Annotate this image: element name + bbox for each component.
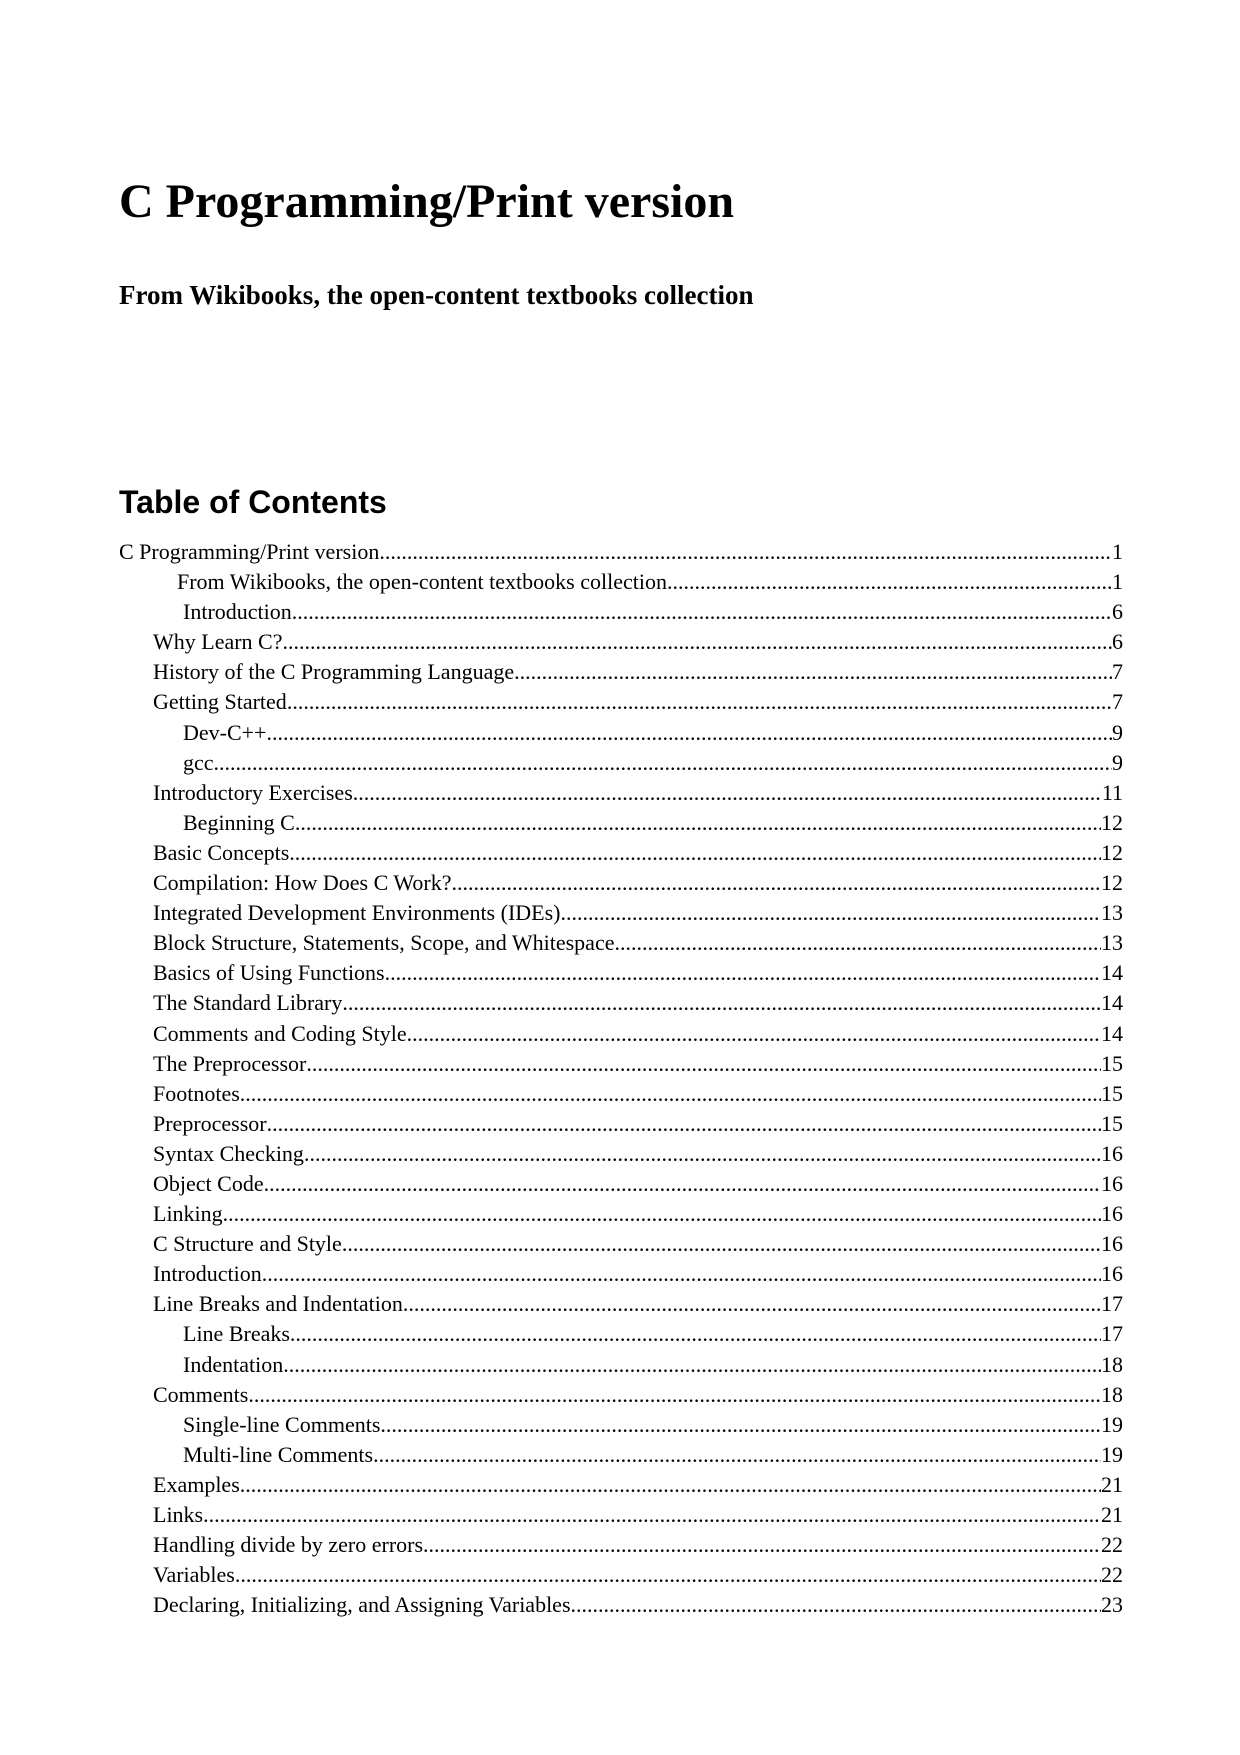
toc-entry[interactable]: [0, 718, 1240, 748]
toc-dot-leader: [287, 687, 1112, 717]
toc-entry-label: Links: [153, 1502, 204, 1527]
toc-entry[interactable]: [0, 1109, 1240, 1139]
toc-entry[interactable]: [0, 1199, 1240, 1229]
toc-entry-row: [183, 808, 1123, 838]
toc-dot-leader: [380, 1410, 1101, 1440]
toc-dot-leader: [223, 1199, 1101, 1229]
toc-dot-leader: [379, 537, 1112, 567]
toc-entry-row: [153, 657, 1123, 687]
toc-entry-row: [153, 1199, 1123, 1229]
toc-dot-leader: [267, 1109, 1101, 1139]
toc-entry-page-number: 21: [1101, 1471, 1123, 1497]
toc-entry-row: [183, 1350, 1123, 1380]
toc-entry[interactable]: [0, 1169, 1240, 1199]
toc-entry-row: [153, 1019, 1123, 1049]
toc-entry[interactable]: [0, 1229, 1240, 1259]
toc-entry[interactable]: [0, 898, 1240, 928]
toc-entry-label: Line Breaks: [183, 1321, 290, 1347]
toc-entry[interactable]: [0, 958, 1240, 988]
toc-entry-page-number: 15: [1101, 1050, 1123, 1076]
toc-entry-row: [153, 1229, 1123, 1259]
toc-entry-label: Basic Concepts: [153, 839, 290, 865]
toc-dot-leader: [451, 868, 1101, 898]
toc-entry-label: Comments and Coding Style: [153, 1020, 407, 1046]
toc-dot-leader: [289, 838, 1101, 868]
toc-entry-label: Object Code: [153, 1170, 264, 1196]
toc-entry-page-number: 16: [1101, 1201, 1123, 1227]
toc-entry-label: Declaring, Initializing, and Assigning Variables: [153, 1592, 571, 1618]
toc-dot-leader: [423, 1530, 1101, 1560]
toc-entry-label: From Wikibooks, the open-content textbooks collection: [177, 569, 667, 595]
toc-entry-page-number: 18: [1101, 1381, 1123, 1407]
toc-entry-row: [153, 1049, 1123, 1079]
toc-entry-row: [183, 718, 1123, 748]
toc-entry-row: [183, 597, 1123, 627]
toc-entry[interactable]: [0, 808, 1240, 838]
toc-entry-row: [153, 1530, 1123, 1560]
toc-dot-leader: [248, 1380, 1101, 1410]
toc-entry-label: Indentation: [183, 1351, 284, 1377]
toc-dot-leader: [571, 1590, 1101, 1620]
toc-entry-page-number: 16: [1101, 1261, 1123, 1287]
toc-entry-row: [153, 838, 1123, 868]
toc-entry-label: Introduction: [183, 599, 292, 625]
toc-entry-page-number: 1: [1112, 569, 1123, 595]
toc-dot-leader: [203, 1500, 1101, 1530]
toc-entry[interactable]: [0, 687, 1240, 717]
toc-entry-page-number: 19: [1101, 1411, 1123, 1437]
toc-entry-label: History of the C Programming Language: [153, 659, 515, 685]
toc-entry-label: Variables: [153, 1562, 235, 1588]
toc-entry[interactable]: [0, 1139, 1240, 1169]
toc-entry-page-number: 12: [1101, 839, 1123, 865]
toc-entry-row: [183, 748, 1123, 778]
toc-entry[interactable]: [0, 537, 1240, 567]
toc-dot-leader: [283, 1350, 1101, 1380]
toc-entry-page-number: 16: [1101, 1140, 1123, 1166]
toc-entry-row: [183, 1440, 1123, 1470]
toc-entry-row: [153, 1289, 1123, 1319]
toc-entry-row: [153, 1139, 1123, 1169]
toc-entry[interactable]: [0, 1440, 1240, 1470]
toc-entry-page-number: 16: [1101, 1170, 1123, 1196]
toc-entry[interactable]: [0, 597, 1240, 627]
toc-entry[interactable]: [0, 1410, 1240, 1440]
toc-entry-page-number: 9: [1112, 749, 1123, 775]
toc-entry-label: Beginning C: [183, 809, 295, 835]
toc-entry[interactable]: [0, 627, 1240, 657]
toc-entry-page-number: 7: [1112, 659, 1123, 685]
toc-entry-row: [153, 1380, 1123, 1410]
toc-dot-leader: [262, 1259, 1101, 1289]
toc-entry[interactable]: [0, 1019, 1240, 1049]
toc-entry-page-number: 22: [1101, 1562, 1123, 1588]
toc-entry[interactable]: [0, 1530, 1240, 1560]
toc-entry-page-number: 14: [1101, 1020, 1123, 1046]
toc-dot-leader: [304, 1139, 1101, 1169]
toc-entry-page-number: 15: [1101, 1080, 1123, 1106]
toc-entry-row: [153, 687, 1123, 717]
toc-dot-leader: [514, 657, 1112, 687]
toc-dot-leader: [264, 1169, 1101, 1199]
toc-dot-leader: [295, 808, 1101, 838]
toc-entry[interactable]: [0, 1319, 1240, 1349]
toc-entry-label: Comments: [153, 1381, 249, 1407]
toc-entry-page-number: 17: [1101, 1321, 1123, 1347]
toc-entry-page-number: 17: [1101, 1291, 1123, 1317]
toc-heading: Table of Contents: [119, 484, 387, 520]
toc-entry-page-number: 9: [1112, 719, 1123, 745]
toc-entry-label: Basics of Using Functions: [153, 960, 385, 986]
toc-entry-row: [183, 1319, 1123, 1349]
toc-entry[interactable]: [0, 567, 1240, 597]
page-subtitle: From Wikibooks, the open-content textbooks collection: [119, 280, 754, 310]
toc-entry-page-number: 13: [1101, 930, 1123, 956]
toc-entry[interactable]: [0, 1500, 1240, 1530]
toc-entry-row: [153, 868, 1123, 898]
toc-entry-label: Multi-line Comments: [183, 1441, 374, 1467]
toc-entry-label: Syntax Checking: [153, 1140, 304, 1166]
toc-entry-row: [183, 1410, 1123, 1440]
toc-dot-leader: [403, 1289, 1101, 1319]
toc-entry-page-number: 21: [1101, 1502, 1123, 1527]
toc-entry[interactable]: [0, 1049, 1240, 1079]
toc-dot-leader: [292, 597, 1112, 627]
toc-entry-page-number: 6: [1112, 599, 1123, 625]
toc-entry-row: [153, 778, 1123, 808]
toc-entry-label: The Preprocessor: [153, 1050, 307, 1076]
toc-dot-leader: [306, 1049, 1101, 1079]
toc-entry-label: Block Structure, Statements, Scope, and Whitespace: [153, 930, 615, 956]
toc-entry-row: [153, 1169, 1123, 1199]
toc-entry[interactable]: [0, 1259, 1240, 1289]
toc-entry-label: Integrated Development Environments (IDEs): [153, 900, 561, 926]
toc-entry-label: C Programming/Print version: [119, 539, 380, 564]
toc-entry-page-number: 7: [1112, 689, 1123, 715]
toc-entry-label: Preprocessor: [153, 1110, 267, 1136]
toc-entry-page-number: 18: [1101, 1351, 1123, 1377]
toc-entry-row: [177, 567, 1123, 597]
toc-entry[interactable]: [0, 1289, 1240, 1319]
toc-entry-row: [153, 1500, 1123, 1530]
toc-entry[interactable]: [0, 988, 1240, 1018]
toc-dot-leader: [240, 1079, 1101, 1109]
toc-entry-label: gcc: [183, 749, 214, 775]
toc-entry-row: [153, 1109, 1123, 1139]
toc-entry-page-number: 13: [1101, 900, 1123, 926]
toc-entry[interactable]: [0, 928, 1240, 958]
toc-entry-row: [153, 627, 1123, 657]
toc-entry[interactable]: [0, 748, 1240, 778]
toc-entry-page-number: 12: [1101, 870, 1123, 896]
toc-entry-page-number: 14: [1101, 990, 1123, 1016]
toc-entry-row: [153, 1259, 1123, 1289]
page-title: C Programming/Print version: [119, 175, 735, 228]
toc-entry-row: [119, 537, 1123, 567]
toc-entry-page-number: 19: [1101, 1441, 1123, 1467]
toc-entry-row: [153, 958, 1123, 988]
toc-entry-label: Handling divide by zero errors: [153, 1532, 424, 1558]
toc-entry-label: C Structure and Style: [153, 1231, 342, 1257]
toc-entry[interactable]: [0, 1079, 1240, 1109]
toc-dot-leader: [667, 567, 1112, 597]
toc-entry-label: Footnotes: [153, 1080, 240, 1106]
toc-dot-leader: [342, 1229, 1101, 1259]
toc-entry-page-number: 15: [1101, 1110, 1123, 1136]
toc-entry-label: The Standard Library: [153, 990, 343, 1016]
toc-entry-label: Compilation: How Does C Work?: [153, 870, 452, 896]
toc-entry-page-number: 23: [1101, 1592, 1123, 1618]
toc-entry-label: Linking: [153, 1201, 223, 1227]
toc-entry-label: Dev-C++: [183, 719, 267, 745]
toc-entry-row: [153, 1079, 1123, 1109]
toc-entry-page-number: 14: [1101, 960, 1123, 986]
toc-entry-label: Introductory Exercises: [153, 779, 353, 805]
toc-entry[interactable]: [0, 1560, 1240, 1590]
toc-entry-row: [153, 928, 1123, 958]
toc-entry[interactable]: [0, 868, 1240, 898]
toc-entry-row: [153, 898, 1123, 928]
toc-dot-leader: [266, 718, 1112, 748]
toc-dot-leader: [283, 627, 1113, 657]
toc-entry-page-number: 22: [1101, 1532, 1123, 1558]
toc-entry-page-number: 6: [1112, 629, 1123, 655]
toc-entry-page-number: 16: [1101, 1231, 1123, 1257]
toc-dot-leader: [235, 1560, 1101, 1590]
toc-entry[interactable]: [0, 1590, 1240, 1620]
table-of-contents: [0, 537, 1240, 1620]
toc-entry[interactable]: [0, 1470, 1240, 1500]
toc-entry-row: [153, 1470, 1123, 1500]
toc-entry-page-number: 11: [1101, 779, 1123, 805]
toc-entry-page-number: 12: [1101, 809, 1123, 835]
toc-entry-label: Line Breaks and Indentation: [153, 1291, 403, 1317]
toc-entry[interactable]: [0, 778, 1240, 808]
toc-dot-leader: [240, 1470, 1101, 1500]
toc-entry-label: Introduction: [153, 1261, 262, 1287]
toc-entry-row: [153, 988, 1123, 1018]
toc-entry[interactable]: [0, 1380, 1240, 1410]
toc-entry-label: Getting Started: [153, 689, 287, 715]
toc-dot-leader: [560, 898, 1101, 928]
toc-dot-leader: [373, 1440, 1101, 1470]
toc-entry-label: Single-line Comments: [183, 1411, 381, 1437]
toc-dot-leader: [342, 988, 1101, 1018]
toc-dot-leader: [290, 1319, 1101, 1349]
toc-entry-label: Why Learn C?: [153, 629, 283, 655]
toc-entry-page-number: 1: [1112, 539, 1123, 564]
toc-entry[interactable]: [0, 838, 1240, 868]
toc-dot-leader: [385, 958, 1101, 988]
toc-entry-row: [153, 1590, 1123, 1620]
toc-entry[interactable]: [0, 657, 1240, 687]
toc-entry[interactable]: [0, 1350, 1240, 1380]
toc-entry-label: Examples: [153, 1471, 240, 1497]
toc-entry-row: [153, 1560, 1123, 1590]
toc-dot-leader: [353, 778, 1102, 808]
toc-dot-leader: [214, 748, 1112, 778]
toc-dot-leader: [614, 928, 1101, 958]
toc-dot-leader: [407, 1019, 1101, 1049]
